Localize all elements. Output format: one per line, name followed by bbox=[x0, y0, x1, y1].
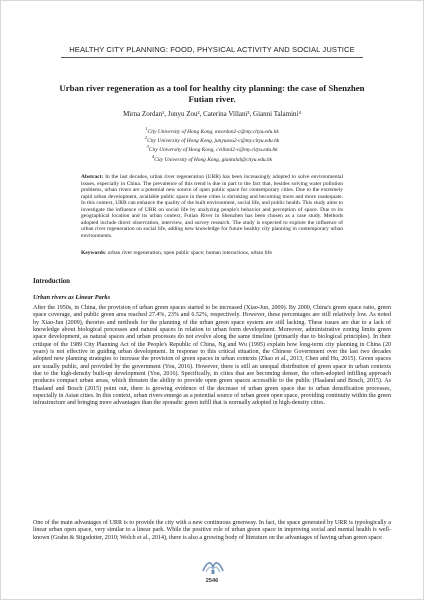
keywords bbox=[81, 250, 343, 257]
affiliation-sup: 4 bbox=[151, 153, 155, 159]
affiliation-sup: 2 bbox=[144, 135, 148, 141]
affiliation-text: City University of Hong Kong, cvillani2-c@my.cityu.edu.hk bbox=[148, 147, 278, 154]
paper-title: Urban river regeneration as a tool for healthy city planning: the case of Shenzhen Futian river. bbox=[59, 83, 365, 104]
page-number: 2546 bbox=[205, 578, 219, 584]
affiliation-item bbox=[1, 144, 423, 153]
affiliation-sup: 1 bbox=[145, 126, 148, 131]
abstract-label: Abstract: bbox=[81, 174, 104, 180]
section-header: HEALTHY CITY PLANNING: FOOD, PHYSICAL ACTIVITY AND SOCIAL JUSTICE bbox=[69, 45, 355, 54]
affiliation-sup: 3 bbox=[146, 144, 149, 150]
affiliation-item bbox=[1, 154, 423, 163]
affiliation-item bbox=[1, 126, 423, 135]
keywords-label: Keywords bbox=[81, 250, 105, 256]
affiliation-text: City University of Hong Kong, junyuzou2-c@my.cityu.edu.hk bbox=[147, 138, 280, 144]
header-rule bbox=[61, 57, 363, 58]
affiliation-list bbox=[1, 126, 423, 163]
introduction-heading: Introduction bbox=[33, 278, 70, 285]
abstract bbox=[81, 174, 343, 239]
author-list: Mirna Zordan¹, Junyu Zou², Caterina Villani³, Gianni Talamini⁴ bbox=[123, 110, 301, 118]
keywords-text: : urban river regeneration, open public space; human interactions, urban life bbox=[104, 250, 272, 256]
body-paragraph: One of the main advantages of URR is to provide the city with a new continuous greenway. In fact, the space generated by URR is typologically a linear urban open space, very similar to a linear park. While the positive role of urban green space in improving social and mental health is well-known (Grahn & Stigsdotter, 2010; Wolch et al., 2014), there is also a growing body of literature on the advantages of having urban green space bbox=[33, 520, 391, 541]
affiliation-text: City University of Hong Kong, mzordan2-c@my.cityu.edu.hk bbox=[147, 128, 279, 135]
abstract-text: In the last decades, urban river regeneration (URR) has been increasingly adopted to solve environmental issues, especially in China. The prevalence of this trend is due in part to the fact that, besides solving water pollution problems, urban rivers are a potential new source of open public space for contemporary cities. Due to the extremely rapid urban development, available public space in these cities is shrinking and becoming more and more inadequate. In this context, URR can enhance the quality of the built environment, social life, and public health. This study aims to investigate the influence of URR on social life by analyzing people's behavior and perception of space. Due to its geographical location and its urban context, Futian River in Shenzhen has been chosen as a case study. Methods adopted include direct observation, interview, and survey research. The study is expected to explore the influence of urban river regeneration on social life, adding new knowledge for future healthy city planning in contemporary urban environments. bbox=[81, 174, 343, 239]
conference-logo-icon bbox=[201, 557, 225, 575]
affiliation-text: City University of Hong Kong, giantalal@cityu.edu.hk bbox=[154, 156, 273, 163]
subsection-heading: Urban rivers as Linear Parks bbox=[33, 294, 111, 301]
affiliation-item bbox=[1, 135, 423, 144]
body-paragraph: After the 1950s, in China, the provision of urban green spaces started to be increased (Xiao-Jun, 2009). By 2000, China's green space ratio, green space coverage, and public green area reached 27.4%, 23% and 6.52%, respectively. However, these percentages are still relatively low. As noted by Xiao-Jun (2009), theories and methods for the planning of the urban green space system are still lacking. These issues are due to a lack of knowledge about biological processes and natural spaces in relation to urban form development. Moreover, administrative zoning limits green space development, as natural spaces and urban processes do not evolve along the same timeline (primarily due to biological principles). In their critique of the 1989 City Planning Act of the People's Republic of China, Ng and Wu (1995) explain how long-term city planning in China (20 years) is not effective in guiding urban development. In response to this critical situation, the Chinese Government over the last two decades adopted new planning strategies to increase the provision of green spaces in urban contexts (Zhao et al., 2013, Chen and Hu, 2015). Green spaces are usually public, and provided by the government (You, 2016). However, there is still an unequal distribution of green space in urban contexts due to the high-density built-up development (You, 2016). Specifically, in cities that are becoming denser, the often-adopted infilling approach produces compact urban areas, which threaten the ability to provide open green spaces accessible to the public (Haaland and Bosch, 2015). As Haaland and Bosch (2015) point out, there is growing evidence of the decrease of urban green space due to urban densification processes, especially in Asian cities. In this context, urban rivers emerge as a potential source of urban green open space, providing continuity within the green infrastructure and bringing more advantages than the sporadic green infill that is normally adopted in high-density cities. bbox=[33, 305, 391, 407]
